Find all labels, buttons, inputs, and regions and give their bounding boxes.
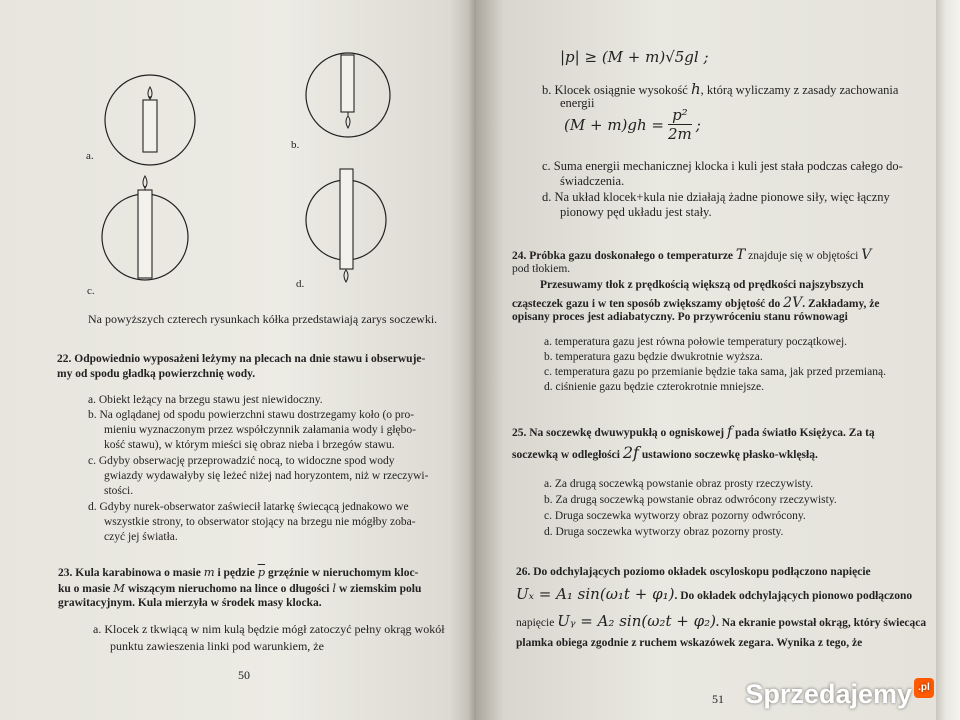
- volume-2V: 2V: [783, 295, 803, 311]
- focal-f: f: [727, 424, 733, 440]
- formula-momentum-condition: |p| ≥ (M + m)√5gl ;: [560, 48, 709, 66]
- voltage-Uy: Uᵧ = A₂ sin(ω₂t + φ₂): [557, 612, 716, 630]
- q24-option-d: d. ciśnienie gazu będzie czterokrotnie mniejsze.: [544, 381, 764, 393]
- length-l: l: [332, 581, 337, 595]
- q25-option-d: d. Druga soczewka wytworzy obraz pozorny prosty.: [544, 526, 784, 538]
- q26-line3: napięcie Uᵧ = A₂ sin(ω₂t + φ₂). Na ekranie powstał okrąg, który świecąca: [516, 612, 927, 630]
- q23-option-a-line1: a. Klocek z tkwiącą w nim kulą będzie mógł zatoczyć pełny okrąg wokół: [93, 622, 445, 636]
- q23-option-d-line2: pionowy pęd układu jest stały.: [560, 205, 712, 219]
- q22-option-a: a. Obiekt leżący na brzegu stawu jest niewidoczny.: [88, 394, 323, 406]
- volume-V: V: [861, 247, 872, 263]
- figure-label-c: c.: [87, 285, 95, 297]
- q22-title-line2: my od spodu gładką powierzchnię wody.: [57, 368, 256, 380]
- q24-line2: pod tłokiem.: [512, 263, 571, 275]
- q23-option-b-line1: b. Klocek osiągnie wysokość h, którą wyliczamy z zasady zachowania: [542, 80, 899, 98]
- q24-line5: opisany proces jest adiabatyczny. Po przywróceniu stanu równowagi: [512, 311, 848, 323]
- q22-option-c-line2: gwiazdy wydawałyby się leżeć niżej nad horyzontem, niż w rzeczywi-: [104, 470, 429, 482]
- height-h: h: [690, 80, 701, 98]
- q23-option-b-line2: energii: [560, 96, 595, 110]
- page-number-right: 51: [712, 692, 724, 706]
- figure-caption: Na powyższych czterech rysunkach kółka przedstawiają zarys soczewki.: [88, 312, 438, 326]
- q25-option-c: c. Druga soczewka wytworzy obraz pozorny odwrócony.: [544, 510, 806, 522]
- q22-title-line1: 22. Odpowiednio wyposażeni leżymy na plecach na dnie stawu i obserwuje-: [57, 353, 426, 365]
- lens-figure-d: [302, 165, 402, 285]
- lens-figure-c: [97, 172, 207, 282]
- q22-option-b-line3: kość stawu), w którym mieści się obraz nieba i brzegów stawu.: [104, 439, 395, 451]
- right-page: [476, 0, 936, 720]
- q23-title-line2: ku o masie M wiszącym nieruchomo na lince o długości l w ziemskim polu: [58, 581, 422, 595]
- left-page: [0, 0, 478, 720]
- distance-2f: 2f: [622, 443, 639, 462]
- q24-option-c: c. temperatura gazu po przemianie będzie taka sama, jak przed przemianą.: [544, 366, 886, 378]
- q22-option-c-line1: c. Gdyby obserwację przeprowadzić nocą, to widoczne spod wody: [88, 455, 395, 467]
- q24-line4: cząsteczek gazu i w ten sposób zwiększamy objętość do 2V. Zakładamy, że: [512, 295, 880, 311]
- q25-line2: soczewką w odległości 2f ustawiono soczewkę płasko-wklęsłą.: [512, 443, 818, 462]
- q24-line1: 24. Próbka gazu doskonałego o temperaturze T znajduje się w objętości V: [512, 247, 872, 263]
- q25-option-b: b. Za drugą soczewką powstanie obraz odwrócony rzeczywisty.: [544, 494, 837, 506]
- q25-line1: 25. Na soczewkę dwuwypukłą o ogniskowej f pada światło Księżyca. Za tą: [512, 424, 875, 440]
- formula-energy-conservation: (M + m)gh = $\frac{\text{p²}}{2m}$ ;: [564, 106, 701, 143]
- q24-line3: Przesuwamy tłok z prędkością większą od prędkości najszybszych: [540, 279, 864, 291]
- watermark-badge: .pl: [914, 678, 934, 698]
- figure-label-a: a.: [86, 150, 94, 162]
- figure-label-d: d.: [296, 278, 305, 290]
- lens-figure-a: [95, 70, 205, 180]
- temperature-T: T: [735, 247, 746, 263]
- q26-line1: 26. Do odchylających poziomo okładek oscyloskopu podłączono napięcie: [516, 566, 871, 578]
- q22-option-b-line1: b. Na oglądanej od spodu powierzchni stawu dostrzegamy koło (o pro-: [88, 409, 415, 421]
- q25-option-a: a. Za drugą soczewką powstanie obraz prosty rzeczywisty.: [544, 478, 814, 490]
- q23-option-c-line1: c. Suma energii mechanicznej klocka i kuli jest stała podczas całego do-: [542, 159, 903, 173]
- momentum-p: $\overline{p}$: [257, 565, 266, 579]
- q23-title-line3: grawitacyjnym. Kula mierzyła w środek masy klocka.: [58, 597, 322, 609]
- q22-option-c-line3: stości.: [104, 485, 134, 497]
- lens-figure-b: [298, 50, 398, 150]
- page-number-left: 50: [238, 668, 250, 682]
- fraction: $\frac{\text{p²}}{2m}$: [668, 106, 692, 143]
- watermark-logo: Sprzedajemy .pl: [745, 679, 934, 710]
- q22-option-d-line3: czyć jej światła.: [104, 531, 178, 543]
- mass-m: m: [203, 565, 215, 579]
- q26-line4: plamka obiega zgodnie z ruchem wskazówek zegara. Wynika z tego, że: [516, 637, 863, 649]
- q23-title-line1: 23. Kula karabinowa o masie m i pędzie $\overline{p}$ grzęźnie w nieruchomym kloc-: [58, 565, 419, 579]
- figure-label-b: b.: [291, 139, 300, 151]
- q24-option-a: a. temperatura gazu jest równa połowie temperatury początkowej.: [544, 336, 848, 348]
- q22-option-d-line2: wszystkie strony, to obserwator stojący na brzegu nie mógłby zoba-: [104, 516, 416, 528]
- q24-option-b: b. temperatura gazu będzie dwukrotnie wyższa.: [544, 351, 763, 363]
- q23-option-a-line2: punktu zawieszenia linki pod warunkiem, że: [110, 639, 324, 653]
- mass-M: M: [113, 581, 126, 595]
- book-edge: [936, 0, 960, 720]
- q22-option-b-line2: mieniu wyznaczonym przez współczynnik załamania wody i głębo-: [104, 424, 416, 436]
- q23-option-d-line1: d. Na układ klocek+kula nie działają żadne pionowe siły, więc łączny: [542, 190, 890, 204]
- voltage-Ux: Uₓ = A₁ sin(ω₁t + φ₁): [516, 585, 675, 603]
- q23-option-c-line2: świadczenia.: [560, 174, 625, 188]
- q26-line2: Uₓ = A₁ sin(ω₁t + φ₁). Do okładek odchylających pionowo podłączono: [516, 585, 913, 603]
- q22-option-d-line1: d. Gdyby nurek-obserwator zaświecił latarkę świecącą jednakowo we: [88, 501, 409, 513]
